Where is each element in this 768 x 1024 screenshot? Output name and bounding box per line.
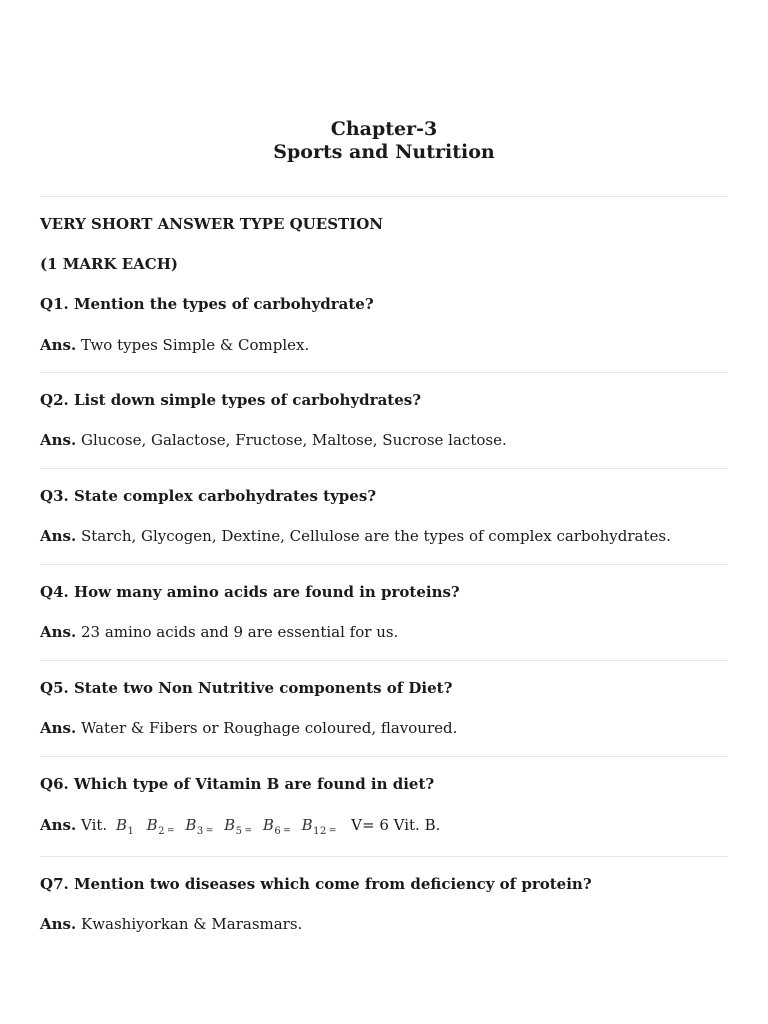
answer-1 <box>40 335 728 355</box>
answer-label: Ans. <box>40 431 77 449</box>
divider <box>40 660 728 661</box>
answer-text: Water & Fibers or Roughage coloured, flavoured. <box>81 719 458 737</box>
answer-5 <box>40 718 728 738</box>
question-2: Q2. List down simple types of carbohydrates? <box>40 391 421 409</box>
vitamin-letter: B <box>115 816 128 834</box>
answer-3 <box>40 526 728 546</box>
vitamin-letter: B <box>224 816 236 834</box>
answer-text-suffix: V= 6 Vit. B. <box>351 816 441 834</box>
vitamin-subscript: 6 <box>274 826 282 837</box>
vitamin-separator: = <box>283 826 292 836</box>
answer-label: Ans. <box>40 816 77 834</box>
answer-label: Ans. <box>40 915 77 933</box>
answer-label: Ans. <box>40 719 77 737</box>
chapter-number: Chapter-3 <box>330 118 438 140</box>
answer-2 <box>40 430 728 450</box>
question-3: Q3. State complex carbohydrates types? <box>40 487 377 505</box>
section-marks: (1 MARK EACH) <box>40 255 179 273</box>
answer-text: Starch, Glycogen, Dextine, Cellulose are the types of complex carbohydrates. <box>81 527 671 545</box>
answer-text: 23 amino acids and 9 are essential for us. <box>81 623 399 641</box>
question-5: Q5. State two Non Nutritive components of Diet? <box>40 679 453 697</box>
vitamin-subscript: 12 <box>313 826 327 837</box>
vitamin-subscript: 1 <box>127 826 135 837</box>
divider <box>40 856 728 857</box>
answer-text: Kwashiyorkan & Marasmars. <box>81 915 303 933</box>
answer-text: Two types Simple & Complex. <box>81 336 310 354</box>
vitamin-separator: = <box>328 826 337 836</box>
vitamin-letter: B <box>185 816 197 834</box>
vitamin-subscript: 3 <box>196 826 204 837</box>
answer-7 <box>40 914 728 934</box>
vitamin-subscript: 5 <box>235 826 243 837</box>
chapter-title: Sports and Nutrition <box>273 141 495 163</box>
chapter-header <box>40 118 728 164</box>
answer-6 <box>40 815 728 842</box>
question-1: Q1. Mention the types of carbohydrate? <box>40 295 374 313</box>
divider <box>40 756 728 757</box>
vitamin-b-formula <box>115 816 347 837</box>
vitamin-letter: B <box>301 816 314 834</box>
question-6: Q6. Which type of Vitamin B are found in diet? <box>40 775 435 793</box>
divider <box>40 468 728 469</box>
divider <box>40 564 728 565</box>
question-7: Q7. Mention two diseases which come from deficiency of protein? <box>40 875 592 893</box>
vitamin-letter: B <box>262 816 275 834</box>
vitamin-separator: = <box>167 826 176 836</box>
vitamin-subscript: 2 <box>158 826 166 837</box>
vitamin-separator: = <box>244 826 253 836</box>
answer-text-prefix: Vit. <box>81 816 108 834</box>
answer-label: Ans. <box>40 336 77 354</box>
vitamin-letter: B <box>146 816 159 834</box>
divider <box>40 372 728 373</box>
answer-4 <box>40 622 728 642</box>
answer-text: Glucose, Galactose, Fructose, Maltose, Sucrose lactose. <box>81 431 507 449</box>
section-heading: VERY SHORT ANSWER TYPE QUESTION <box>40 215 383 233</box>
question-4: Q4. How many amino acids are found in proteins? <box>40 583 460 601</box>
answer-label: Ans. <box>40 623 77 641</box>
answer-label: Ans. <box>40 527 77 545</box>
divider <box>40 196 728 197</box>
vitamin-separator: = <box>205 826 214 836</box>
